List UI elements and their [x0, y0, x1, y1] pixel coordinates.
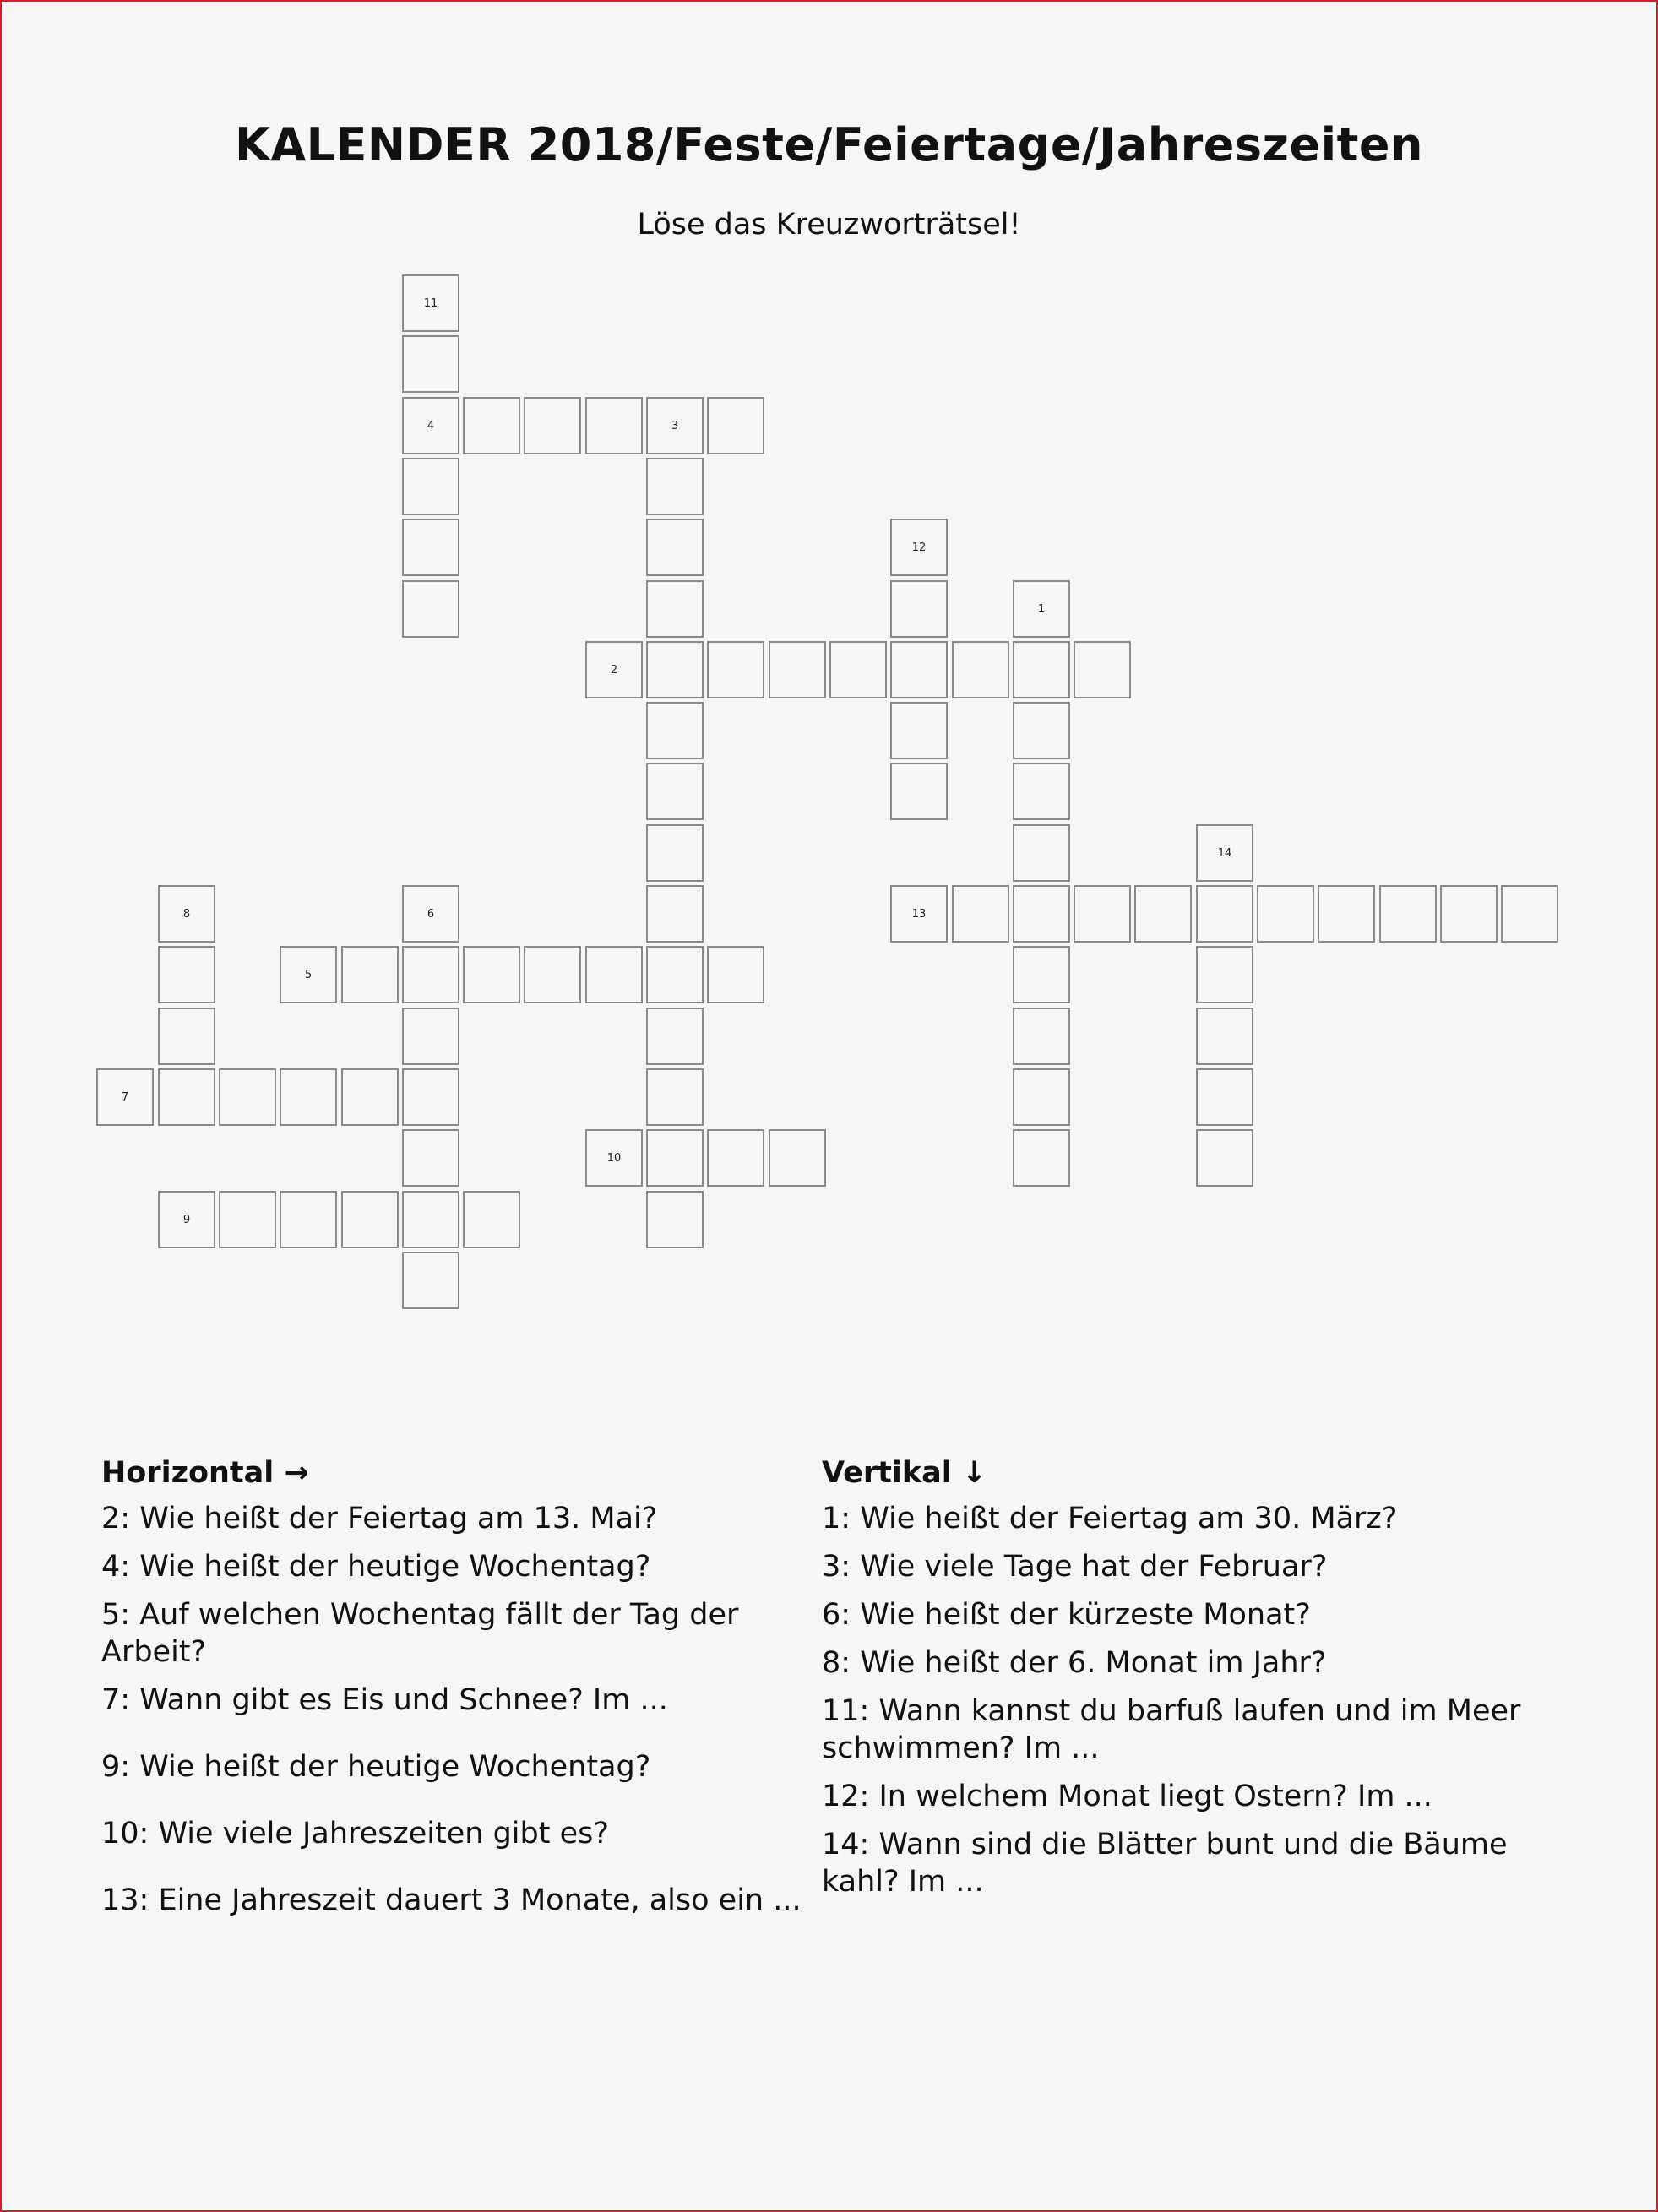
- crossword-cell[interactable]: [402, 946, 459, 1003]
- crossword-cell[interactable]: [769, 641, 826, 698]
- crossword-cell[interactable]: [646, 458, 704, 515]
- crossword-cell-2[interactable]: [585, 641, 643, 698]
- cell-number: 14: [1217, 846, 1232, 860]
- crossword-cell[interactable]: [646, 702, 704, 759]
- crossword-cell[interactable]: [158, 946, 215, 1003]
- crossword-cell[interactable]: [890, 641, 948, 698]
- crossword-cell[interactable]: [1013, 824, 1070, 882]
- horizontal-heading: Horizontal →: [101, 1456, 309, 1490]
- crossword-cell[interactable]: [890, 763, 948, 820]
- crossword-cell[interactable]: [646, 885, 704, 943]
- cell-number: 3: [671, 419, 679, 432]
- crossword-cell[interactable]: [402, 1129, 459, 1187]
- crossword-cell[interactable]: [1013, 885, 1070, 943]
- clue-h-4: 4 : Wie heißt der heutige Wochentag?: [101, 1548, 811, 1585]
- cell-number: 8: [182, 907, 191, 921]
- crossword-cell[interactable]: [1196, 1129, 1253, 1187]
- clue-v-11: 11 : Wann kannst du barfuß laufen und im Meer schwimmen? Im ...: [822, 1693, 1565, 1767]
- crossword-cell[interactable]: [524, 397, 581, 454]
- cell-number: 13: [911, 907, 927, 921]
- crossword-cell[interactable]: [829, 641, 887, 698]
- crossword-cell[interactable]: [952, 641, 1009, 698]
- clue-h-7: 7 : Wann gibt es Eis und Schnee? Im ...: [101, 1682, 811, 1719]
- cell-number: 4: [427, 419, 435, 432]
- crossword-cell-11[interactable]: [402, 274, 459, 332]
- clue-h-9: 9 : Wie heißt der heutige Wochentag?: [101, 1748, 811, 1785]
- crossword-cell-5[interactable]: [280, 946, 337, 1003]
- crossword-cell[interactable]: [1196, 885, 1253, 943]
- cell-number: 11: [423, 296, 438, 310]
- crossword-cell-1[interactable]: [1013, 580, 1070, 638]
- vertical-heading: Vertikal ↓: [822, 1456, 987, 1490]
- crossword-cell[interactable]: [1196, 1068, 1253, 1126]
- cell-number: 7: [121, 1090, 129, 1104]
- crossword-cell[interactable]: [1440, 885, 1498, 943]
- crossword-cell[interactable]: [646, 1008, 704, 1065]
- cell-number: 1: [1037, 602, 1046, 616]
- clue-h-2: 2 : Wie heißt der Feiertag am 13. Mai?: [101, 1500, 811, 1537]
- clue-h-5: 5 : Auf welchen Wochentag fällt der Tag der Arbeit?: [101, 1596, 811, 1671]
- crossword-cell[interactable]: [646, 1191, 704, 1248]
- crossword-cell[interactable]: [280, 1068, 337, 1126]
- crossword-cell[interactable]: [707, 946, 764, 1003]
- crossword-cell[interactable]: [646, 763, 704, 820]
- cell-number: 2: [610, 663, 618, 677]
- crossword-cell[interactable]: [1013, 641, 1070, 698]
- crossword-cell[interactable]: [158, 1068, 215, 1126]
- crossword-cell-3[interactable]: [646, 397, 704, 454]
- clue-v-12: 12 : In welchem Monat liegt Ostern? Im ...: [822, 1778, 1565, 1815]
- crossword-cell-10[interactable]: [585, 1129, 643, 1187]
- cell-number: 10: [606, 1151, 622, 1165]
- clue-v-3: 3 : Wie viele Tage hat der Februar?: [822, 1548, 1565, 1585]
- crossword-cell[interactable]: [341, 1068, 399, 1126]
- crossword-cell[interactable]: [646, 1068, 704, 1126]
- crossword-cell[interactable]: [280, 1191, 337, 1248]
- crossword-cell[interactable]: [402, 1191, 459, 1248]
- crossword-cell-13[interactable]: [890, 885, 948, 943]
- crossword-cell[interactable]: [707, 1129, 764, 1187]
- crossword-cell[interactable]: [402, 1068, 459, 1126]
- crossword-cell[interactable]: [890, 580, 948, 638]
- page-subtitle: Löse das Kreuzworträtsel!: [637, 208, 1021, 242]
- crossword-cell[interactable]: [890, 702, 948, 759]
- crossword-cell[interactable]: [1013, 702, 1070, 759]
- cell-number: 9: [182, 1213, 191, 1226]
- crossword-cell[interactable]: [463, 1191, 520, 1248]
- cell-number: 5: [304, 968, 313, 981]
- cell-number: 6: [427, 907, 435, 921]
- crossword-cell[interactable]: [1196, 1008, 1253, 1065]
- crossword-cell[interactable]: [646, 824, 704, 882]
- crossword-cell[interactable]: [585, 397, 643, 454]
- clue-v-8: 8 : Wie heißt der 6. Monat im Jahr?: [822, 1644, 1565, 1682]
- crossword-cell[interactable]: [1013, 946, 1070, 1003]
- crossword-cell[interactable]: [158, 1008, 215, 1065]
- crossword-cell[interactable]: [1013, 1008, 1070, 1065]
- crossword-cell[interactable]: [341, 946, 399, 1003]
- crossword-cell[interactable]: [1257, 885, 1314, 943]
- crossword-cell[interactable]: [1013, 763, 1070, 820]
- crossword-cell[interactable]: [646, 519, 704, 576]
- clue-v-6: 6 : Wie heißt der kürzeste Monat?: [822, 1596, 1565, 1633]
- crossword-cell-9[interactable]: [158, 1191, 215, 1248]
- crossword-cell[interactable]: [769, 1129, 826, 1187]
- crossword-cell[interactable]: [1134, 885, 1192, 943]
- clue-h-10: 10 : Wie viele Jahreszeiten gibt es?: [101, 1815, 811, 1852]
- crossword-cell[interactable]: [646, 641, 704, 698]
- crossword-cell-7[interactable]: [96, 1068, 154, 1126]
- crossword-cell[interactable]: [1013, 1129, 1070, 1187]
- crossword-cell[interactable]: [402, 580, 459, 638]
- cell-number: 12: [911, 541, 927, 554]
- page-title: KALENDER 2018/Feste/Feiertage/Jahreszeiten: [234, 118, 1424, 171]
- crossword-cell[interactable]: [1379, 885, 1437, 943]
- crossword-cell-8[interactable]: [158, 885, 215, 943]
- crossword-cell[interactable]: [402, 1008, 459, 1065]
- crossword-cell[interactable]: [463, 397, 520, 454]
- horizontal-clues: [101, 1454, 811, 1930]
- crossword-cell[interactable]: [1074, 641, 1131, 698]
- crossword-cell[interactable]: [1501, 885, 1558, 943]
- crossword-cell[interactable]: [707, 641, 764, 698]
- crossword-cell[interactable]: [646, 1129, 704, 1187]
- crossword-cell[interactable]: [219, 1068, 276, 1126]
- crossword-cell-12[interactable]: [890, 519, 948, 576]
- crossword-cell[interactable]: [1013, 1068, 1070, 1126]
- crossword-cell[interactable]: [707, 397, 764, 454]
- crossword-cell[interactable]: [402, 1252, 459, 1309]
- crossword-cell[interactable]: [341, 1191, 399, 1248]
- crossword-cell[interactable]: [1074, 885, 1131, 943]
- crossword-cell-14[interactable]: [1196, 824, 1253, 882]
- crossword-cell[interactable]: [646, 946, 704, 1003]
- crossword-cell[interactable]: [402, 519, 459, 576]
- crossword-cell[interactable]: [952, 885, 1009, 943]
- clue-v-1: 1 : Wie heißt der Feiertag am 30. März?: [822, 1500, 1565, 1537]
- vertical-clues: [822, 1454, 1565, 1911]
- crossword-cell[interactable]: [585, 946, 643, 1003]
- crossword-cell[interactable]: [646, 580, 704, 638]
- clue-v-14: 14 : Wann sind die Blätter bunt und die Bäume kahl? Im ...: [822, 1826, 1565, 1900]
- crossword-cell[interactable]: [219, 1191, 276, 1248]
- crossword-cell-4[interactable]: [402, 397, 459, 454]
- crossword-cell[interactable]: [1196, 946, 1253, 1003]
- crossword-cell[interactable]: [402, 458, 459, 515]
- crossword-cell-6[interactable]: [402, 885, 459, 943]
- crossword-cell[interactable]: [524, 946, 581, 1003]
- crossword-cell[interactable]: [1318, 885, 1375, 943]
- crossword-cell[interactable]: [463, 946, 520, 1003]
- clue-h-13: 13 : Eine Jahreszeit dauert 3 Monate, also ein ...: [101, 1882, 811, 1919]
- crossword-cell[interactable]: [402, 335, 459, 393]
